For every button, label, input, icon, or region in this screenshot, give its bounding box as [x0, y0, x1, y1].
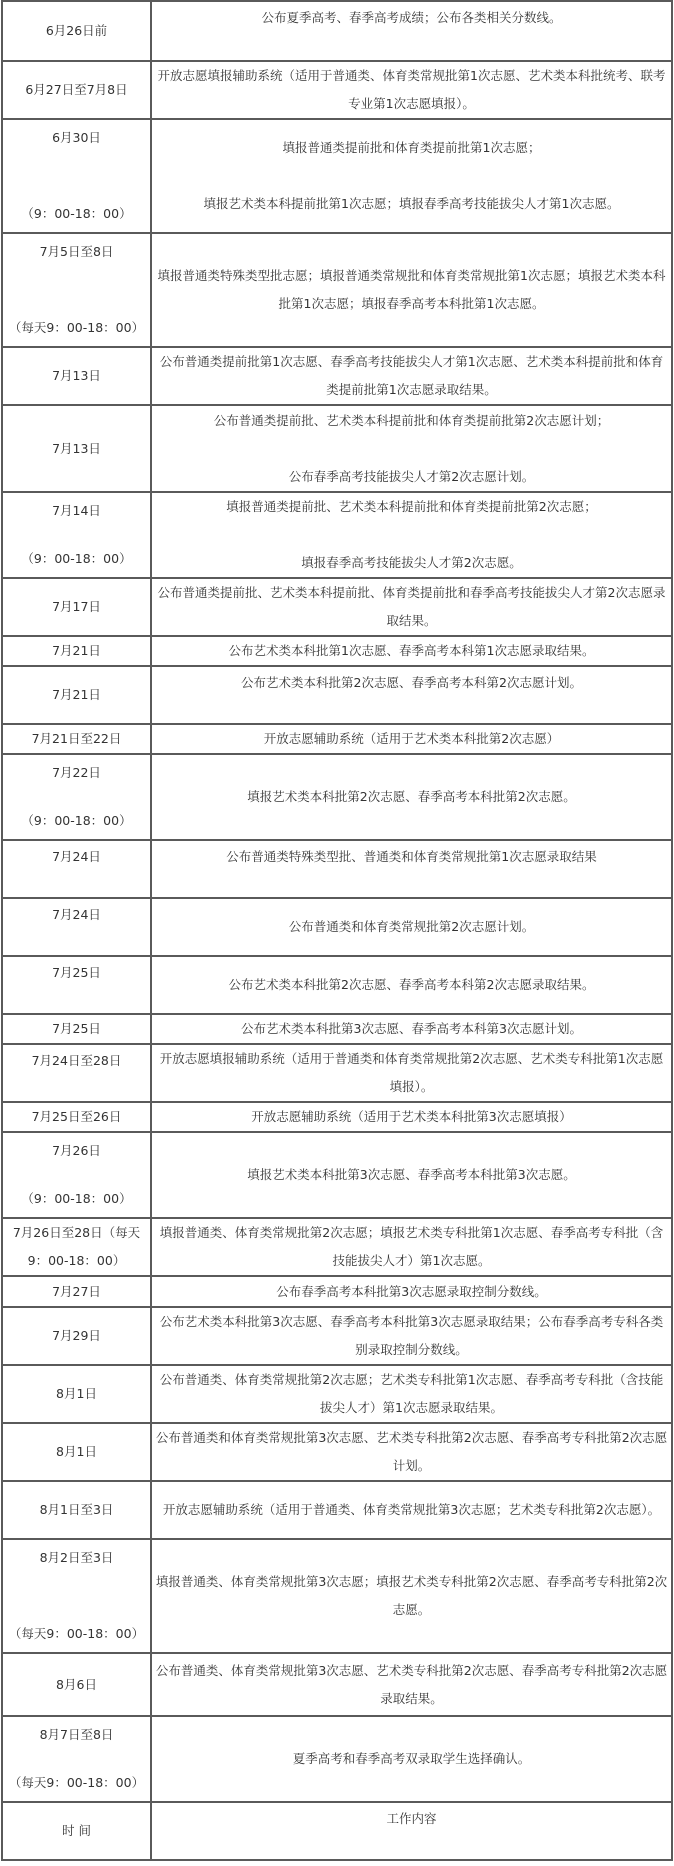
content-text: 公布普通类提前批、艺术类本科提前批、体育类提前批和春季高考技能拔尖人才第2次志愿录取结果。: [157, 585, 666, 628]
time-cell: [2, 1044, 151, 1102]
content-cell: [151, 405, 672, 492]
content-cell: [151, 1653, 672, 1716]
time-text: 7月21日: [52, 643, 101, 658]
content-cell: [151, 578, 672, 636]
table-row: [2, 1102, 672, 1132]
content-text: 填报艺术类本科提前批第1次志愿；填报春季高考技能拔尖人才第1次志愿。: [203, 196, 620, 211]
time-cell: [2, 840, 151, 898]
time-text: 时 间: [62, 1823, 91, 1838]
time-cell: [2, 1132, 151, 1218]
content-cell: [151, 1218, 672, 1276]
content-text: 公布普通类、体育类常规批第2次志愿；艺术类专科批第1次志愿、春季高考专科批（含技能拔尖人才）第1次志愿录取结果。: [159, 1372, 664, 1415]
time-cell: [2, 1802, 151, 1860]
content-cell: [151, 1044, 672, 1102]
time-text: 7月22日: [52, 765, 101, 780]
content-text: 填报普通类提前批和体育类提前批第1次志愿；: [282, 140, 541, 155]
time-cell: [2, 1481, 151, 1539]
time-cell: [2, 724, 151, 754]
table-row: [2, 347, 672, 405]
time-text: 7月24日: [52, 849, 101, 864]
table-row: [2, 1423, 672, 1481]
table-row: [2, 1365, 672, 1423]
time-text: 8月6日: [56, 1676, 97, 1692]
content-cell: [151, 1423, 672, 1481]
table-row: [2, 1716, 672, 1802]
time-text: 7月21日: [52, 687, 101, 702]
time-text: （每天9：00-18：00）: [8, 1775, 145, 1790]
table-row: [2, 898, 672, 956]
time-text: 7月17日: [52, 599, 101, 614]
content-cell: [151, 1539, 672, 1653]
time-cell: [2, 636, 151, 666]
content-text: 公布艺术类本科批第2次志愿、春季高考本科第2次志愿录取结果。: [228, 977, 595, 992]
table-row: [2, 233, 672, 347]
content-text: 填报普通类提前批、艺术类本科提前批和体育类提前批第2次志愿；: [226, 499, 597, 514]
content-text: 开放志愿填报辅助系统（适用于普通类、体育类常规批第1次志愿、艺术类本科批统考、联考专业第1次志愿填报）。: [157, 68, 666, 111]
table-row: [2, 1044, 672, 1102]
content-cell: [151, 1132, 672, 1218]
time-cell: [2, 61, 151, 119]
time-text: 7月29日: [52, 1328, 101, 1343]
time-cell: [2, 1653, 151, 1716]
time-text: 7月26日至28日（每天9：00-18：00）: [12, 1225, 141, 1268]
content-cell: [151, 233, 672, 347]
table-row: [2, 578, 672, 636]
content-cell: [151, 636, 672, 666]
content-cell: [151, 1481, 672, 1539]
time-text: 7月24日: [52, 907, 101, 922]
time-cell: [2, 1365, 151, 1423]
time-text: 8月7日至8日: [39, 1727, 114, 1742]
content-text: 填报普通类、体育类常规批第2次志愿；填报艺术类专科批第1次志愿、春季高考专科批（含技能拔尖人才）第1次志愿。: [159, 1225, 664, 1268]
time-cell: [2, 1307, 151, 1365]
content-cell: [151, 119, 672, 233]
content-cell: [151, 1102, 672, 1132]
content-cell: [151, 898, 672, 956]
content-text: 开放志愿辅助系统（适用于艺术类本科批第3次志愿填报）: [251, 1109, 572, 1124]
content-cell: [151, 347, 672, 405]
time-text: 6月30日: [52, 130, 101, 145]
time-cell: [2, 1102, 151, 1132]
time-text: 7月25日: [52, 1021, 101, 1036]
time-cell: [2, 233, 151, 347]
time-cell: [2, 1423, 151, 1481]
content-cell: [151, 1014, 672, 1044]
table-row: [2, 636, 672, 666]
table-row: [2, 754, 672, 840]
content-text: 开放志愿辅助系统（适用于普通类、体育类常规批第3次志愿；艺术类专科批第2次志愿）。: [162, 1502, 661, 1517]
time-text: （9：00-18：00）: [21, 1191, 132, 1206]
content-text: 开放志愿填报辅助系统（适用于普通类和体育类常规批第2次志愿、艺术类专科批第1次志愿填报）。: [159, 1051, 664, 1094]
content-text: 公布艺术类本科批第1次志愿、春季高考本科第1次志愿录取结果。: [228, 643, 595, 658]
time-text: 8月1日: [56, 1386, 97, 1401]
time-cell: [2, 1716, 151, 1802]
content-text: 公布普通类、体育类常规批第3次志愿、艺术类专科批第2次志愿、春季高考专科批第2次志愿录取结果。: [155, 1662, 668, 1706]
time-cell: [2, 1014, 151, 1044]
time-text: 8月1日至3日: [39, 1502, 114, 1517]
content-text: 公布普通类提前批第1次志愿、春季高考技能拔尖人才第1次志愿、艺术类本科提前批和体育类提前批第1次志愿录取结果。: [159, 354, 664, 397]
time-text: （每天9：00-18：00）: [8, 320, 145, 335]
content-cell: [151, 840, 672, 898]
time-cell: [2, 492, 151, 578]
content-text: 填报普通类、体育类常规批第3次志愿；填报艺术类专科批第2次志愿、春季高考专科批第2次志愿。: [155, 1574, 668, 1617]
time-cell: [2, 956, 151, 1014]
time-text: 7月14日: [52, 503, 101, 518]
table-row: [2, 492, 672, 578]
time-text: （9：00-18：00）: [21, 551, 132, 566]
time-text: 7月27日: [52, 1283, 101, 1299]
time-cell: [2, 405, 151, 492]
table-row: [2, 1539, 672, 1653]
time-text: 6月26日前: [45, 23, 108, 38]
time-cell: [2, 1, 151, 61]
time-text: 7月21日至22日: [31, 731, 122, 746]
time-text: 6月27日至7月8日: [25, 82, 128, 97]
content-text: 公布春季高考技能拔尖人才第2次志愿计划。: [288, 468, 535, 484]
time-text: （9：00-18：00）: [21, 206, 132, 221]
content-text: 公布普通类提前批、艺术类本科提前批和体育类提前批第2次志愿计划；: [213, 412, 610, 428]
table-row: [2, 724, 672, 754]
content-cell: [151, 1365, 672, 1423]
table-row: [2, 119, 672, 233]
table-row: [2, 666, 672, 724]
content-text: 公布普通类和体育类常规批第2次志愿计划。: [288, 919, 535, 934]
table-row: [2, 1276, 672, 1307]
admission-schedule-table: [1, 0, 673, 1861]
content-cell: [151, 61, 672, 119]
content-text: 公布艺术类本科批第2次志愿、春季高考本科第2次志愿计划。: [241, 675, 582, 690]
time-text: 7月5日至8日: [39, 244, 114, 259]
content-text: 填报艺术类本科批第3次志愿、春季高考本科批第3次志愿。: [247, 1167, 576, 1182]
table-row: [2, 840, 672, 898]
time-text: 8月1日: [56, 1444, 97, 1459]
time-cell: [2, 898, 151, 956]
content-cell: [151, 724, 672, 754]
time-cell: [2, 578, 151, 636]
time-cell: [2, 119, 151, 233]
time-text: 7月13日: [52, 440, 101, 456]
content-cell: [151, 666, 672, 724]
content-text: 公布春季高考本科批第3次志愿录取控制分数线。: [276, 1283, 547, 1299]
table-row: [2, 1014, 672, 1044]
time-text: 7月25日至26日: [31, 1109, 122, 1124]
content-text: 夏季高考和春季高考双录取学生选择确认。: [292, 1751, 531, 1766]
content-text: 填报艺术类本科批第2次志愿、春季高考本科批第2次志愿。: [247, 789, 576, 804]
table-row: [2, 1218, 672, 1276]
table-row: [2, 1653, 672, 1716]
content-text: 填报普通类特殊类型批志愿；填报普通类常规批和体育类常规批第1次志愿；填报艺术类本科批第1次志愿；填报春季高考本科批第1次志愿。: [157, 268, 666, 311]
time-text: 7月25日: [52, 965, 101, 980]
header-row: [2, 1802, 672, 1860]
content-text: 公布夏季高考、春季高考成绩；公布各类相关分数线。: [261, 10, 562, 25]
table-row: [2, 61, 672, 119]
time-text: 7月13日: [52, 368, 101, 383]
time-cell: [2, 1218, 151, 1276]
time-text: 7月26日: [52, 1143, 101, 1158]
content-cell: [151, 1802, 672, 1860]
content-cell: [151, 1716, 672, 1802]
time-cell: [2, 347, 151, 405]
content-text: 公布普通类特殊类型批、普通类和体育类常规批第1次志愿录取结果: [226, 849, 597, 864]
time-cell: [2, 1276, 151, 1307]
content-text: 开放志愿辅助系统（适用于艺术类本科批第2次志愿）: [263, 731, 560, 746]
time-text: 7月24日至28日: [31, 1053, 122, 1068]
table-row: [2, 1481, 672, 1539]
content-text: 工作内容: [386, 1811, 437, 1826]
table-row: [2, 405, 672, 492]
content-cell: [151, 956, 672, 1014]
table-row: [2, 1132, 672, 1218]
content-text: 填报春季高考技能拔尖人才第2次志愿。: [301, 555, 522, 570]
content-text: 公布普通类和体育类常规批第3次志愿、艺术类专科批第2次志愿、春季高考专科批第2次志愿计划。: [155, 1430, 668, 1473]
time-cell: [2, 666, 151, 724]
time-text: （每天9：00-18：00）: [8, 1626, 145, 1641]
content-cell: [151, 1276, 672, 1307]
content-cell: [151, 492, 672, 578]
time-cell: [2, 1539, 151, 1653]
content-cell: [151, 754, 672, 840]
content-text: 公布艺术类本科批第3次志愿、春季高考本科批第3次志愿录取结果；公布春季高考专科各类别录取控制分数线。: [159, 1314, 664, 1357]
table-row: [2, 1307, 672, 1365]
table-row: [2, 1, 672, 61]
content-cell: [151, 1307, 672, 1365]
time-text: （9：00-18：00）: [21, 813, 132, 828]
table-row: [2, 956, 672, 1014]
time-text: 8月2日至3日: [39, 1550, 114, 1565]
content-cell: [151, 1, 672, 61]
time-cell: [2, 754, 151, 840]
content-text: 公布艺术类本科批第3次志愿、春季高考本科第3次志愿计划。: [241, 1021, 582, 1036]
schedule-body: [2, 1, 672, 1860]
